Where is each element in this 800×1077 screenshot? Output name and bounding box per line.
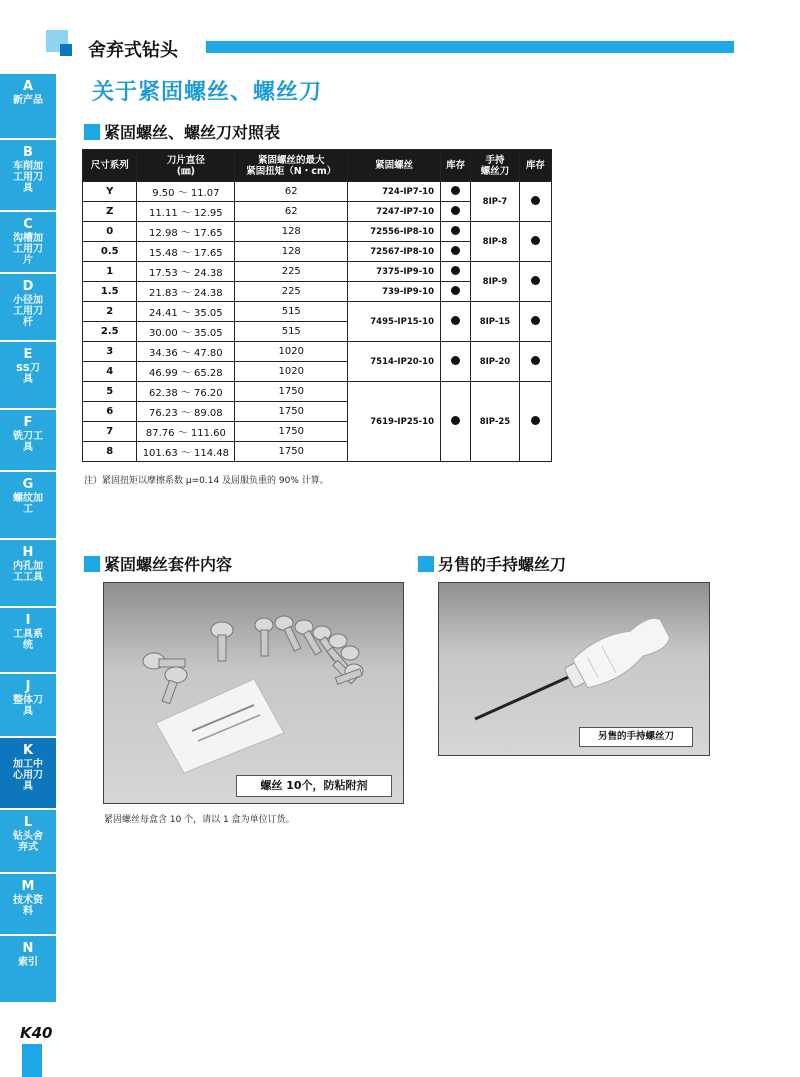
driver-part-cell: 8IP-25 <box>471 382 519 462</box>
diameter-cell: 15.48 ～ 17.65 <box>137 242 235 262</box>
driver-stock-cell <box>519 342 551 382</box>
series-cell: Z <box>83 202 137 222</box>
torque-cell: 1020 <box>235 342 348 362</box>
section-square-icon <box>418 556 434 572</box>
sidebar-tab-label: 技术资料 <box>13 895 43 917</box>
sidebar-tab-letter: L <box>23 815 33 830</box>
torque-cell: 1020 <box>235 362 348 382</box>
driver-stock-cell <box>519 302 551 342</box>
series-cell: 0 <box>83 222 137 242</box>
sidebar-tab-letter: K <box>22 743 34 758</box>
screw-stock-cell <box>441 202 471 222</box>
stock-dot-icon <box>451 246 460 255</box>
table-row <box>83 382 552 402</box>
sidebar-tab-label: 沟槽加工用刀片 <box>13 233 43 266</box>
diameter-cell: 34.36 ～ 47.80 <box>137 342 235 362</box>
screwdriver-photo <box>438 582 710 756</box>
table-header-row <box>83 150 552 182</box>
sidebar-tab-letter: F <box>23 415 33 430</box>
sidebar-tab-letter: M <box>21 879 35 894</box>
table-row <box>83 182 552 202</box>
table-row <box>83 262 552 282</box>
driver-stock-cell <box>519 222 551 262</box>
series-cell: 4 <box>83 362 137 382</box>
sidebar-tab-letter: G <box>22 477 34 492</box>
sidebar-tab-f[interactable] <box>0 410 56 470</box>
sidebar-tab-e[interactable] <box>0 342 56 408</box>
driver-section-title <box>418 552 566 575</box>
chapter-sidebar <box>0 74 56 1004</box>
driver-caption: 另售的手持螺丝刀 <box>579 727 693 747</box>
page-subtitle: 关于紧固螺丝、螺丝刀 <box>92 80 323 105</box>
stock-dot-icon <box>531 416 540 425</box>
section-square-icon <box>84 124 100 140</box>
screw-kit-photo <box>103 582 404 804</box>
diameter-cell: 46.99 ～ 65.28 <box>137 362 235 382</box>
stock-dot-icon <box>451 416 460 425</box>
screw-kit-illustration <box>104 583 404 804</box>
diameter-cell: 11.11 ～ 12.95 <box>137 202 235 222</box>
sidebar-tab-h[interactable] <box>0 540 56 606</box>
diameter-cell: 76.23 ～ 89.08 <box>137 402 235 422</box>
stock-dot-icon <box>451 286 460 295</box>
header-accent-square-dark <box>60 44 72 56</box>
stock-dot-icon <box>451 266 460 275</box>
kit-section-title-text: 紧固螺丝套件内容 <box>104 555 233 574</box>
sidebar-tab-c[interactable] <box>0 212 56 272</box>
sidebar-tab-letter: J <box>25 679 31 694</box>
diameter-cell: 21.83 ～ 24.38 <box>137 282 235 302</box>
torque-cell: 515 <box>235 302 348 322</box>
series-cell: 2 <box>83 302 137 322</box>
stock-dot-icon <box>531 196 540 205</box>
driver-part-cell: 8IP-9 <box>471 262 519 302</box>
diameter-cell: 9.50 ～ 11.07 <box>137 182 235 202</box>
diameter-cell: 101.63 ～ 114.48 <box>137 442 235 462</box>
stock-dot-icon <box>531 316 540 325</box>
sidebar-tab-letter: B <box>23 145 33 160</box>
sidebar-tab-label: SS刀具 <box>16 363 40 385</box>
screw-stock-cell <box>441 282 471 302</box>
torque-cell: 128 <box>235 222 348 242</box>
screw-stock-cell <box>441 182 471 202</box>
torque-cell: 515 <box>235 322 348 342</box>
torque-cell: 1750 <box>235 402 348 422</box>
screw-stock-cell <box>441 342 471 382</box>
screw-part-cell: 7375-IP9-10 <box>348 262 441 282</box>
col-header-torque: 紧固螺丝的最大 紧固扭矩（N・cm） <box>235 150 348 182</box>
series-cell: 8 <box>83 442 137 462</box>
screw-driver-table <box>82 149 552 462</box>
torque-cell: 128 <box>235 242 348 262</box>
screw-stock-cell <box>441 382 471 462</box>
stock-dot-icon <box>531 236 540 245</box>
col-header-stock: 库存 <box>441 150 471 182</box>
table-row <box>83 342 552 362</box>
torque-cell: 1750 <box>235 442 348 462</box>
series-cell: 2.5 <box>83 322 137 342</box>
screw-stock-cell <box>441 242 471 262</box>
driver-part-cell: 8IP-20 <box>471 342 519 382</box>
driver-part-cell: 8IP-7 <box>471 182 519 222</box>
table-footnote: 注）紧固扭矩以摩擦系数 μ=0.14 及屈服负重的 90% 计算。 <box>84 476 329 486</box>
section-square-icon <box>84 556 100 572</box>
col-header-driver: 手持 螺丝刀 <box>471 150 519 182</box>
sidebar-tab-b[interactable] <box>0 140 56 210</box>
table-section-title <box>84 120 280 143</box>
driver-stock-cell <box>519 382 551 462</box>
torque-cell: 1750 <box>235 382 348 402</box>
sidebar-tab-g[interactable] <box>0 472 56 538</box>
page-number-bar <box>22 1044 42 1077</box>
series-cell: 1 <box>83 262 137 282</box>
diameter-cell: 12.98 ～ 17.65 <box>137 222 235 242</box>
driver-part-cell: 8IP-8 <box>471 222 519 262</box>
sidebar-tab-a[interactable] <box>0 74 56 138</box>
diameter-cell: 30.00 ～ 35.05 <box>137 322 235 342</box>
sidebar-tab-letter: C <box>23 217 33 232</box>
screw-part-cell: 724-IP7-10 <box>348 182 441 202</box>
sidebar-tab-letter: H <box>22 545 34 560</box>
series-cell: 6 <box>83 402 137 422</box>
sidebar-tab-n[interactable] <box>0 936 56 1002</box>
table-row <box>83 302 552 322</box>
driver-stock-cell <box>519 262 551 302</box>
diameter-cell: 24.41 ～ 35.05 <box>137 302 235 322</box>
stock-dot-icon <box>451 186 460 195</box>
table-body <box>83 182 552 462</box>
sidebar-tab-k[interactable] <box>0 738 56 808</box>
stock-dot-icon <box>451 226 460 235</box>
driver-stock-cell <box>519 182 551 222</box>
screw-stock-cell <box>441 262 471 282</box>
header-bar <box>206 41 734 53</box>
sidebar-tab-label: 工具系统 <box>13 629 43 651</box>
col-header-series: 尺寸系列 <box>83 150 137 182</box>
screw-part-cell: 7514-IP20-10 <box>348 342 441 382</box>
sidebar-tab-letter: A <box>22 79 34 94</box>
stock-dot-icon <box>531 356 540 365</box>
kit-section-title <box>84 552 232 575</box>
torque-cell: 1750 <box>235 422 348 442</box>
diameter-cell: 62.38 ～ 76.20 <box>137 382 235 402</box>
kit-caption: 螺丝 10个，防粘附剂 <box>236 775 392 797</box>
sidebar-tab-label: 索引 <box>18 957 38 968</box>
torque-cell: 225 <box>235 262 348 282</box>
sidebar-tab-l[interactable] <box>0 810 56 872</box>
sidebar-tab-label: 加工中心用刀具 <box>13 759 43 792</box>
screw-part-cell: 72567-IP8-10 <box>348 242 441 262</box>
sidebar-tab-label: 小径加工用刀杆 <box>13 295 43 328</box>
stock-dot-icon <box>531 276 540 285</box>
sidebar-tab-label: 内孔加工工具 <box>13 561 43 583</box>
sidebar-tab-letter: N <box>22 941 34 956</box>
col-header-screw: 紧固螺丝 <box>348 150 441 182</box>
page-title: 舍弃式钻头 <box>88 40 178 61</box>
screw-part-cell: 7619-IP25-10 <box>348 382 441 462</box>
diameter-cell: 17.53 ～ 24.38 <box>137 262 235 282</box>
stock-dot-icon <box>451 206 460 215</box>
series-cell: 5 <box>83 382 137 402</box>
series-cell: Y <box>83 182 137 202</box>
sidebar-tab-letter: E <box>23 347 33 362</box>
col-header-dia: 刀片直径 (㎜) <box>137 150 235 182</box>
sidebar-tab-m[interactable] <box>0 874 56 934</box>
table-section-title-text: 紧固螺丝、螺丝刀对照表 <box>104 123 281 142</box>
kit-order-note: 紧固螺丝每盒含 10 个，请以 1 盒为单位订货。 <box>104 815 295 825</box>
sidebar-tab-label: 螺纹加工 <box>13 493 43 515</box>
screw-stock-cell <box>441 302 471 342</box>
sidebar-tab-d[interactable] <box>0 274 56 340</box>
sidebar-tab-label: 整体刀具 <box>13 695 43 717</box>
col-header-stock2: 库存 <box>519 150 551 182</box>
sidebar-tab-label: 钻头舍弃式 <box>13 831 43 853</box>
page-number: K40 <box>20 1024 53 1042</box>
sidebar-tab-label: 铣刀工具 <box>13 431 43 453</box>
driver-section-title-text: 另售的手持螺丝刀 <box>438 555 567 574</box>
sidebar-tab-label: 新产品 <box>13 95 43 106</box>
sidebar-tab-i[interactable] <box>0 608 56 672</box>
torque-cell: 62 <box>235 202 348 222</box>
sidebar-tab-j[interactable] <box>0 674 56 736</box>
screw-stock-cell <box>441 222 471 242</box>
table-row <box>83 222 552 242</box>
driver-part-cell: 8IP-15 <box>471 302 519 342</box>
screw-part-cell: 739-IP9-10 <box>348 282 441 302</box>
screw-part-cell: 72556-IP8-10 <box>348 222 441 242</box>
sidebar-tab-label: 车削加工用刀具 <box>13 161 43 194</box>
series-cell: 3 <box>83 342 137 362</box>
sidebar-tab-letter: I <box>25 613 31 628</box>
diameter-cell: 87.76 ～ 111.60 <box>137 422 235 442</box>
screw-part-cell: 7247-IP7-10 <box>348 202 441 222</box>
stock-dot-icon <box>451 316 460 325</box>
series-cell: 1.5 <box>83 282 137 302</box>
torque-cell: 62 <box>235 182 348 202</box>
series-cell: 7 <box>83 422 137 442</box>
torque-cell: 225 <box>235 282 348 302</box>
screw-part-cell: 7495-IP15-10 <box>348 302 441 342</box>
sidebar-tab-letter: D <box>22 279 34 294</box>
stock-dot-icon <box>451 356 460 365</box>
series-cell: 0.5 <box>83 242 137 262</box>
